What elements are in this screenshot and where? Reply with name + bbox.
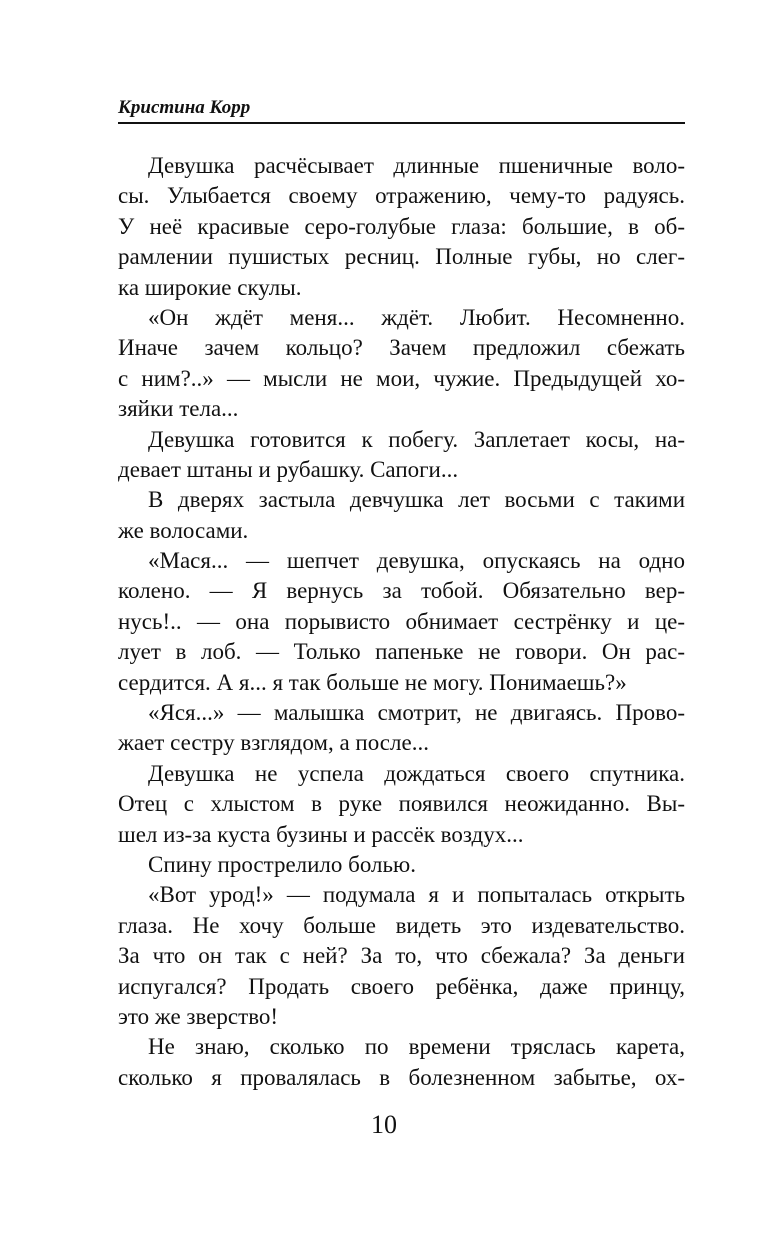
text-line: У неё красивые серо-голубые глаза: большие, в об- — [118, 213, 685, 239]
text-line: глаза. Не хочу больше видеть это издевательство. — [118, 912, 685, 938]
text-line: сердится. А я... я так больше не могу. Понимаешь?» — [118, 669, 627, 695]
text-line: ка широкие скулы. — [118, 274, 302, 300]
text-line: жает сестру взглядом, а после... — [118, 730, 429, 756]
text-line: испугался? Продать своего ребёнка, даже принцу, — [118, 973, 685, 999]
text-line: это же зверство! — [118, 1003, 279, 1029]
text-line: сколько я провалялась в болезненном забытье, ох- — [118, 1064, 685, 1090]
body-text — [118, 151, 685, 1093]
text-line: Девушка расчёсывает длинные пшеничные воло- — [148, 153, 685, 178]
text-line: «Он ждёт меня... ждёт. Любит. Несомненно. — [148, 304, 685, 330]
text-line: же волосами. — [118, 517, 249, 543]
text-line: рамлении пушистых ресниц. Полные губы, но слег- — [118, 244, 685, 270]
text-line: «Мася... — шепчет девушка, опускаясь на одно — [148, 548, 685, 574]
text-line: «Вот урод!» — подумала я и попыталась открыть — [148, 882, 685, 908]
text-line: Девушка не успела дождаться своего спутника. — [148, 760, 685, 786]
text-line: нусь!.. — она порывисто обнимает сестрёнку и це- — [118, 608, 685, 634]
text-line: колено. — Я вернусь за тобой. Обязательно вер- — [118, 578, 685, 604]
text-line: зяйки тела... — [118, 396, 239, 422]
text-line: Отец с хлыстом в руке появился неожиданно. Вы- — [118, 791, 685, 817]
text-line: Не знаю, сколько по времени тряслась карета, — [148, 1034, 685, 1060]
text-line: с ним?..» — мысли не мои, чужие. Предыдущей хо- — [118, 365, 685, 391]
text-line: Иначе зачем кольцо? Зачем предложил сбежать — [118, 335, 685, 361]
text-line: В дверях застыла девчушка лет восьми с такими — [148, 487, 685, 513]
header-rule — [118, 122, 685, 124]
text-line: Девушка готовится к побегу. Заплетает косы, на- — [148, 426, 685, 452]
text-line: девает штаны и рубашку. Сапоги... — [118, 456, 459, 482]
text-line: сы. Улыбается своему отражению, чему-то радуясь. — [118, 183, 685, 209]
text-line: «Яся...» — малышка смотрит, не двигаясь. Прово- — [148, 700, 685, 726]
text-line: Спину прострелило болью. — [148, 851, 416, 877]
text-line: шел из-за куста бузины и рассёк воздух... — [118, 821, 524, 847]
text-line: За что он так с ней? За то, что сбежала? За деньги — [118, 943, 685, 969]
page-number: 10 — [371, 1110, 397, 1139]
running-head-author: Кристина Корр — [118, 97, 251, 118]
text-line: лует в лоб. — Только папеньке не говори. Он рас- — [118, 639, 685, 665]
